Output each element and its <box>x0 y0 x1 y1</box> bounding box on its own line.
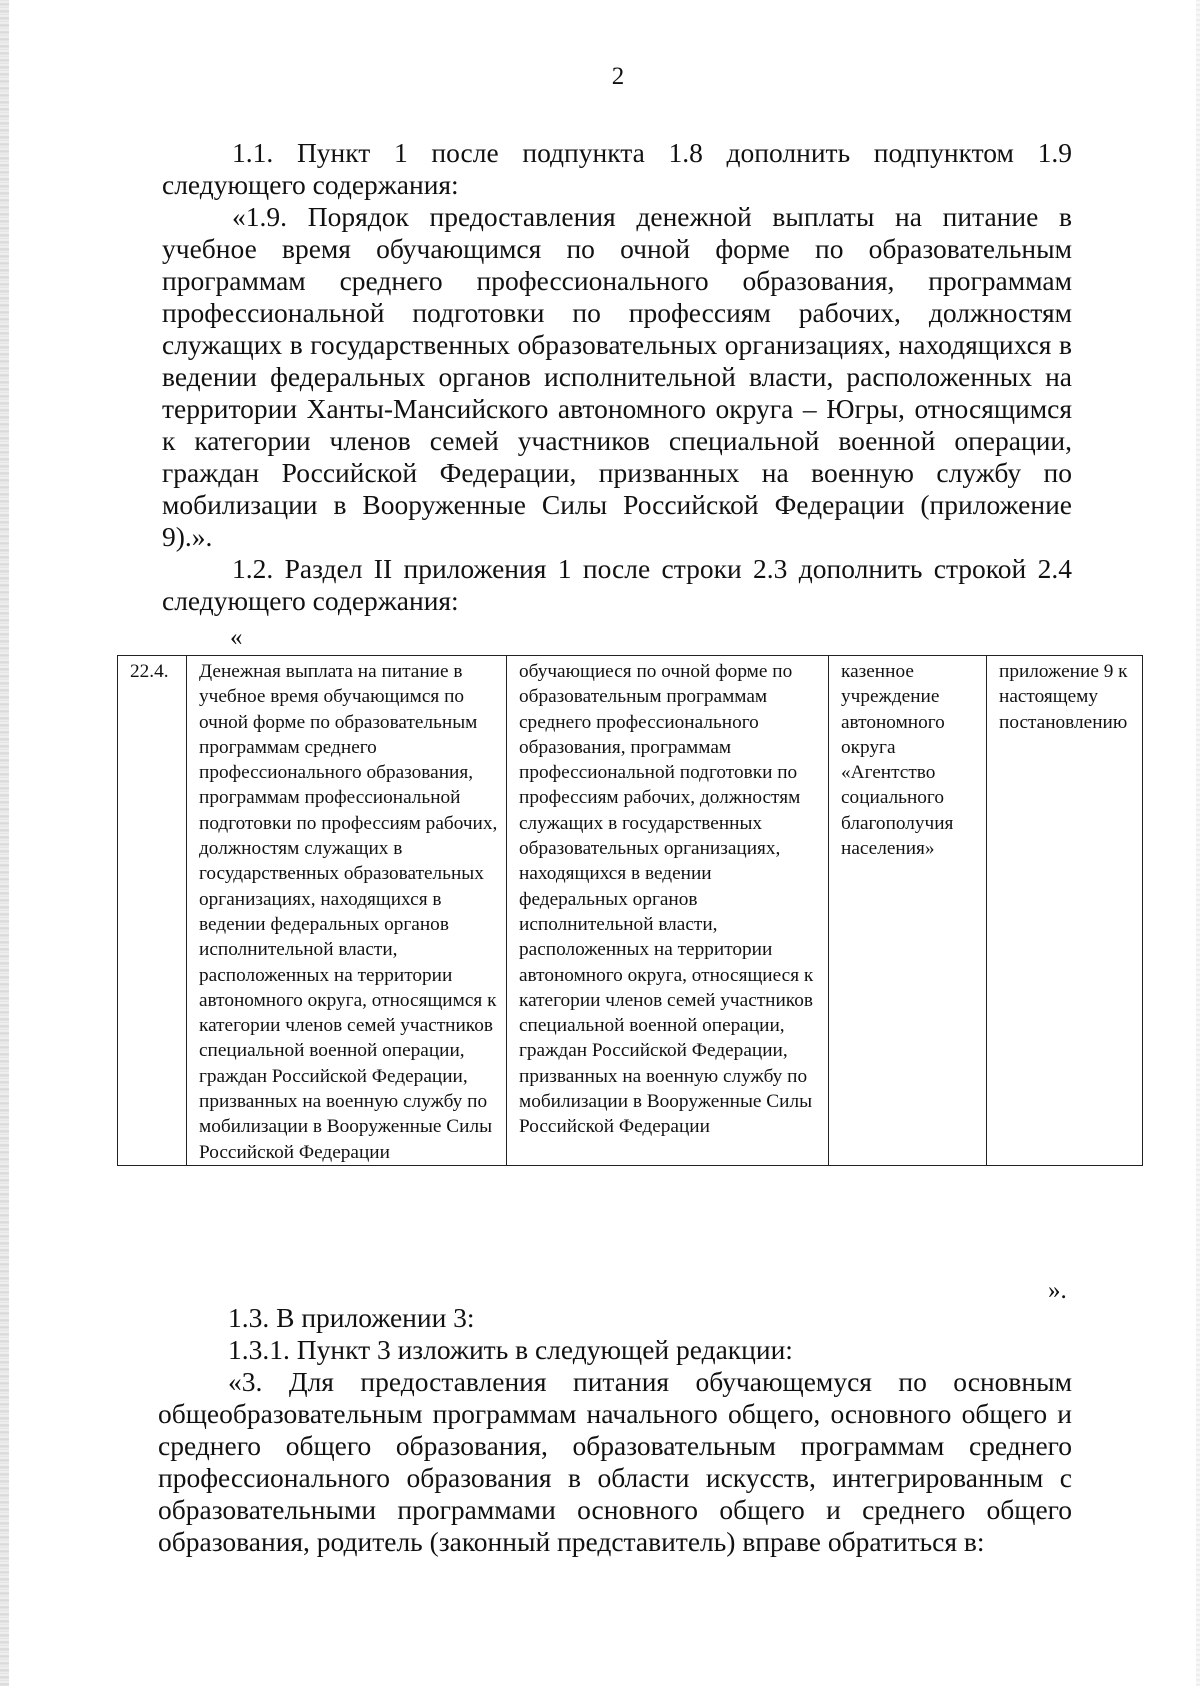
paragraph-3-quote: «3. Для предоставления питания обучающемуся по основным общеобразовательным программам начального общего, основного общего и среднего общего образования, образовательным программам среднего профессионального образования в области искусств, интегрированным с образовательными программами основного общего и среднего общего образования, родитель (законный представитель) вправе обратиться в: <box>158 1366 1072 1557</box>
paragraph-1-9-quote: «1.9. Порядок предоставления денежной выплаты на питание в учебное время обучающимся по очной форме по образовательным программам среднего профессионального образования, программам профессиональной подготовки по профессиям рабочих, должностям служащих в государственных образовательных организациях, находящихся в ведении федеральных органов исполнительной власти, расположенных на территории Ханты-Мансийского автономного округа – Югры, относящимся к категории членов семей участников специальной военной операции, граждан Российской Федерации, призванных на военную службу по мобилизации в Вооруженные Силы Российской Федерации (приложение 9).». <box>162 201 1072 552</box>
paragraph-1-3-1: 1.3.1. Пункт 3 изложить в следующей редакции: <box>228 1334 793 1365</box>
appendix-cell: приложение 9 к настоящему постановлению <box>987 656 1143 1166</box>
table-open-quote: « <box>230 624 243 651</box>
row-number-cell: 22.4. <box>118 656 187 1166</box>
description-cell: Денежная выплата на питание в учебное время обучающимся по очной форме по образовательным программам среднего профессионального образования, программам профессиональной подготовки по профессиям рабочих, должностям служащих в государственных образовательных организациях, находящихся в ведении федеральных органов исполнительной власти, расположенных на территории автономного округа, относящимся к категории членов семей участников специальной военной операции, граждан Российской Федерации, призванных на военную службу по мобилизации в Вооруженные Силы Российской Федерации <box>187 656 507 1166</box>
scan-edge-right <box>1196 0 1200 1686</box>
table-row <box>118 656 1143 1166</box>
paragraph-1-3: 1.3. В приложении 3: <box>228 1302 475 1333</box>
table-close-quote: ». <box>1048 1277 1067 1304</box>
provider-cell: казенное учреждение автономного округа «Агентство социального благополучия населения» <box>829 656 987 1166</box>
page-number: 2 <box>611 63 625 90</box>
paragraph-1-1: 1.1. Пункт 1 после подпункта 1.8 дополнить подпунктом 1.9 следующего содержания: <box>162 137 1072 200</box>
amendment-text-top <box>162 137 1072 617</box>
scan-edge-left <box>0 0 9 1686</box>
paragraph-1-2: 1.2. Раздел II приложения 1 после строки 2.3 дополнить строкой 2.4 следующего содержания: <box>162 553 1072 616</box>
amendment-text-bottom <box>158 1302 1072 1558</box>
amendment-table <box>117 655 1143 1166</box>
recipients-cell: обучающиеся по очной форме по образовательным программам среднего профессионального образования, программам профессиональной подготовки по профессиям рабочих, должностям служащих в государственных образовательных организациях, находящихся в ведении федеральных органов исполнительной власти, расположенных на территории автономного округа, относящиеся к категории членов семей участников специальной военной операции, граждан Российской Федерации, призванных на военную службу по мобилизации в Вооруженные Силы Российской Федерации <box>507 656 829 1166</box>
